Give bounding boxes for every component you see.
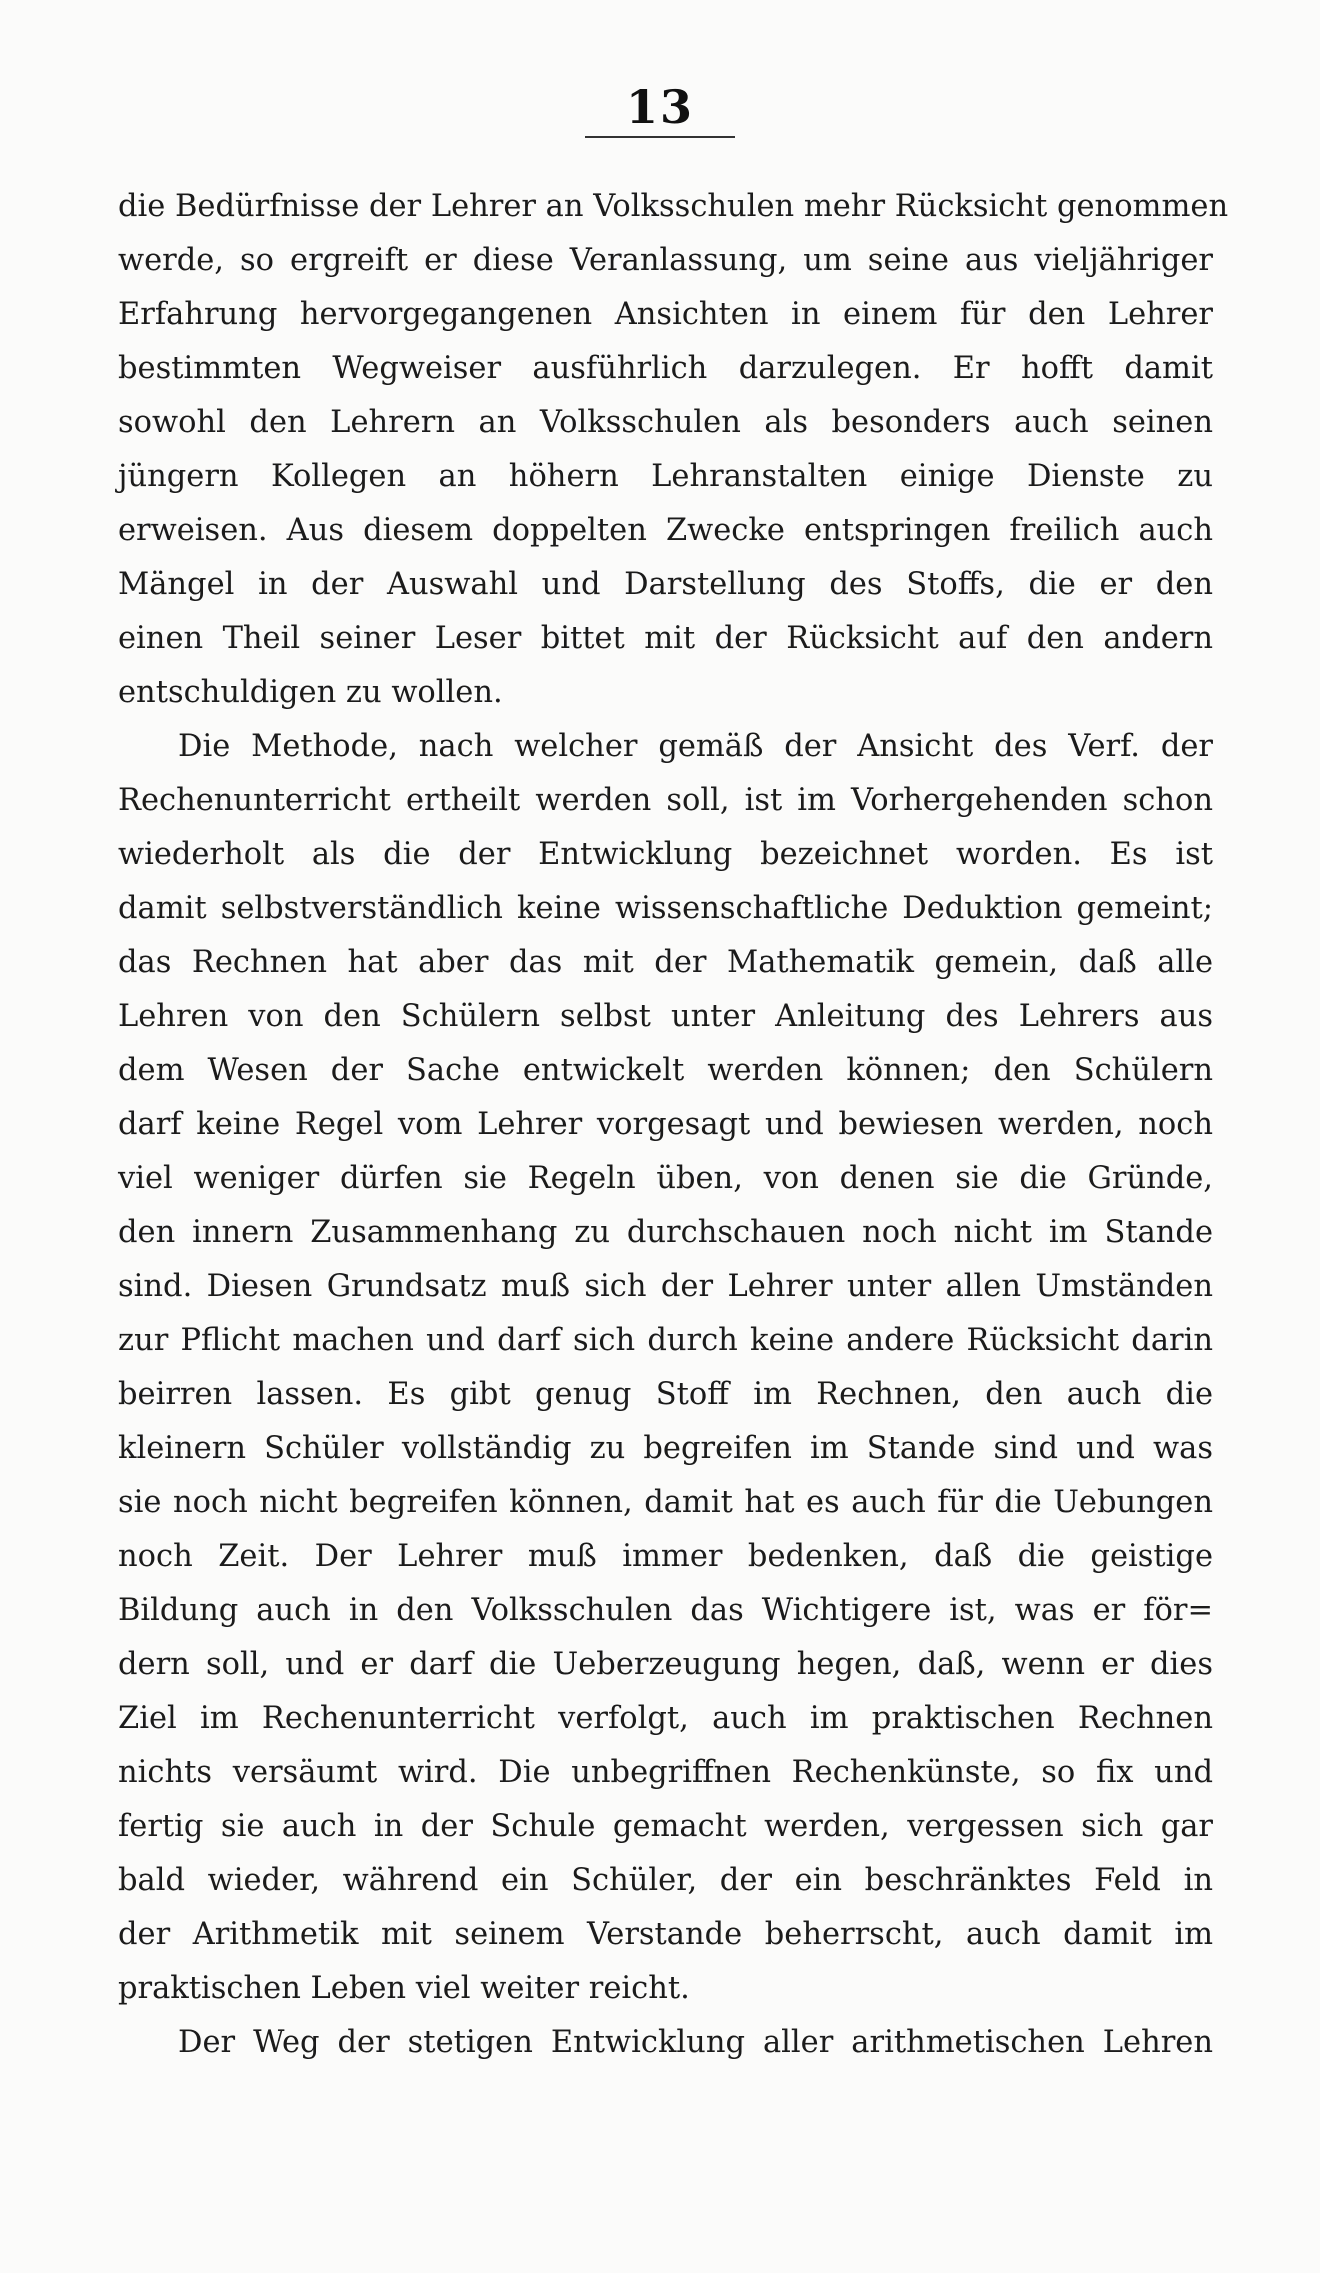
text-line: einen Theil seiner Leser bittet mit der Rücksicht auf den andern	[118, 621, 1213, 656]
text-line: Bildung auch in den Volksschulen das Wichtigere ist, was er för=	[118, 1593, 1213, 1628]
text-line: kleinern Schüler vollständig zu begreifen im Stande sind und was	[118, 1431, 1213, 1466]
text-line: bald wieder, während ein Schüler, der ein beschränktes Feld in	[118, 1863, 1213, 1898]
text-line: damit selbstverständlich keine wissenschaftliche Deduktion gemeint;	[118, 891, 1213, 926]
text-line: Lehren von den Schülern selbst unter Anleitung des Lehrers aus	[118, 999, 1213, 1034]
text-line: den innern Zusammenhang zu durchschauen noch nicht im Stande	[118, 1215, 1213, 1250]
text-line: dern soll, und er darf die Ueberzeugung hegen, daß, wenn er dies	[118, 1647, 1213, 1682]
text-line: praktischen Leben viel weiter reicht.	[118, 1971, 690, 2006]
text-line: viel weniger dürfen sie Regeln üben, von denen sie die Gründe,	[118, 1161, 1213, 1196]
text-line: bestimmten Wegweiser ausführlich darzulegen. Er hofft damit	[118, 351, 1213, 386]
text-line: Ziel im Rechenunterricht verfolgt, auch im praktischen Rechnen	[118, 1701, 1213, 1736]
text-line: der Arithmetik mit seinem Verstande beherrscht, auch damit im	[118, 1917, 1213, 1952]
text-line: die Bedürfnisse der Lehrer an Volksschulen mehr Rücksicht genommen	[118, 189, 1229, 224]
page-number: 13	[625, 80, 694, 134]
text-line: wiederholt als die der Entwicklung bezeichnet worden. Es ist	[118, 837, 1213, 872]
text-line: nichts versäumt wird. Die unbegriffnen Rechenkünste, so fix und	[118, 1755, 1213, 1790]
text-line: darf keine Regel vom Lehrer vorgesagt und bewiesen werden, noch	[118, 1107, 1213, 1142]
text-line: zur Pflicht machen und darf sich durch keine andere Rücksicht darin	[118, 1323, 1213, 1358]
text-line: jüngern Kollegen an höhern Lehranstalten einige Dienste zu	[118, 459, 1213, 494]
text-line: dem Wesen der Sache entwickelt werden können; den Schülern	[118, 1053, 1213, 1088]
text-line: werde, so ergreift er diese Veranlassung, um seine aus vieljähriger	[118, 243, 1213, 278]
text-line: erweisen. Aus diesem doppelten Zwecke entspringen freilich auch	[118, 513, 1213, 548]
text-line: Der Weg der stetigen Entwicklung aller arithmetischen Lehren	[178, 2025, 1213, 2060]
text-line: entschuldigen zu wollen.	[118, 675, 503, 710]
header-rule	[585, 136, 735, 138]
text-line: sie noch nicht begreifen können, damit hat es auch für die Uebungen	[118, 1485, 1213, 1520]
text-line: sind. Diesen Grundsatz muß sich der Lehrer unter allen Umständen	[118, 1269, 1213, 1304]
text-line: sowohl den Lehrern an Volksschulen als besonders auch seinen	[118, 405, 1213, 440]
text-line: noch Zeit. Der Lehrer muß immer bedenken, daß die geistige	[118, 1539, 1213, 1574]
text-line: das Rechnen hat aber das mit der Mathematik gemein, daß alle	[118, 945, 1213, 980]
text-line: Erfahrung hervorgegangenen Ansichten in einem für den Lehrer	[118, 297, 1213, 332]
text-line: Die Methode, nach welcher gemäß der Ansicht des Verf. der	[178, 729, 1213, 764]
text-line: Mängel in der Auswahl und Darstellung des Stoffs, die er den	[118, 567, 1213, 602]
body-text	[118, 180, 1229, 2070]
text-line: Rechenunterricht ertheilt werden soll, ist im Vorhergehenden schon	[118, 783, 1213, 818]
text-line: beirren lassen. Es gibt genug Stoff im Rechnen, den auch die	[118, 1377, 1213, 1412]
text-line: fertig sie auch in der Schule gemacht werden, vergessen sich gar	[118, 1809, 1213, 1844]
